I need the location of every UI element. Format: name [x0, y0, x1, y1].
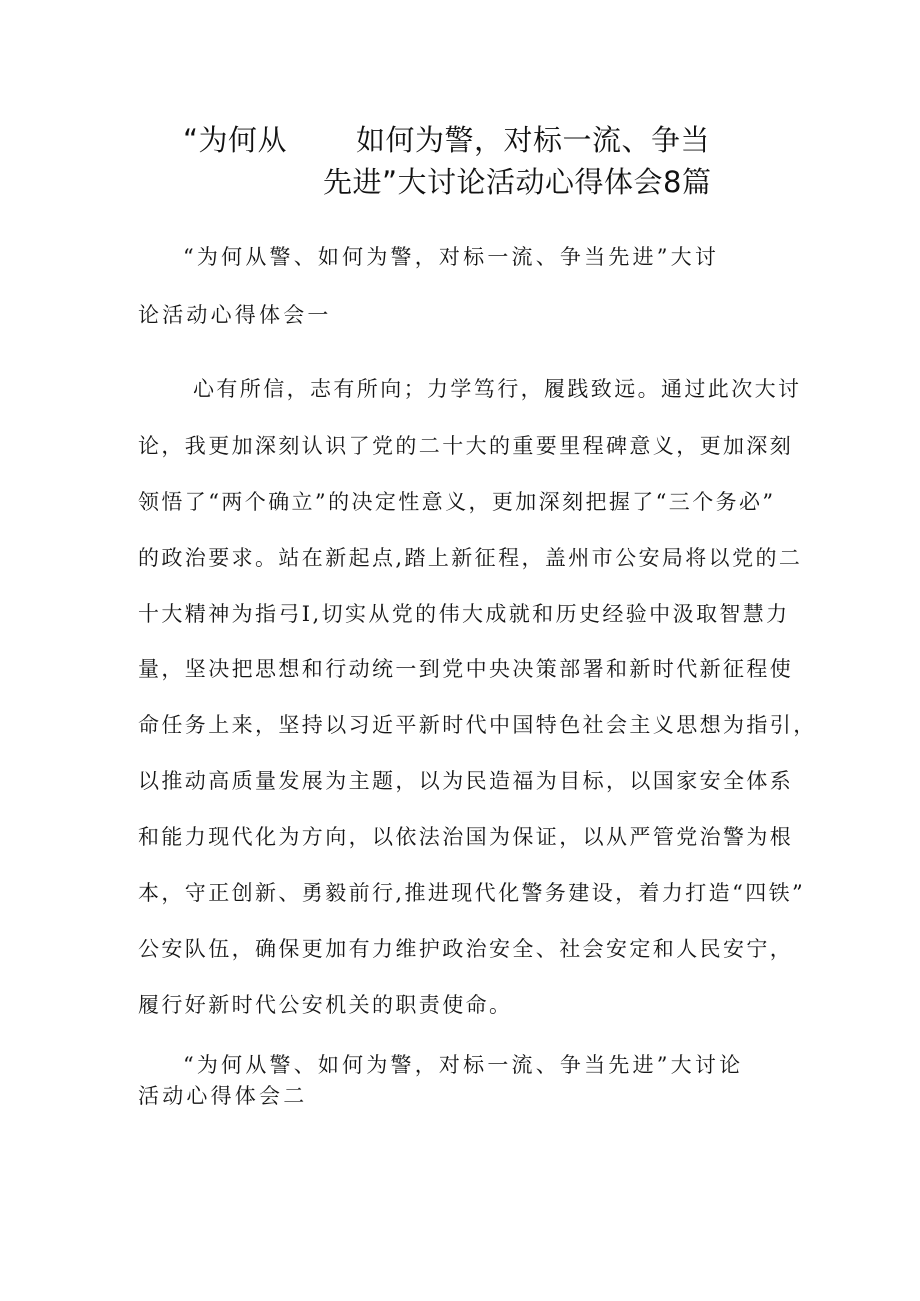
section-1-paragraph-line-12: 履行好新时代公安机关的职责使命。: [138, 993, 513, 1017]
section-1-paragraph-line-6: 量，坚决把思想和行动统一到党中央决策部署和新时代新征程使: [138, 657, 794, 681]
section-1-heading-line-2: 论活动心得体会一: [138, 303, 332, 327]
section-1-paragraph-line-2: 论，我更加深刻认识了党的二十大的重要里程碑意义，更加深刻: [138, 434, 794, 458]
section-2-heading-line-2: 活动心得体会二: [138, 1084, 308, 1108]
document-title-line-1-part-1: “为何从: [183, 123, 288, 157]
section-1-paragraph-line-8: 以推动高质量发展为主题，以为民造福为目标，以国家安全体系: [138, 769, 794, 793]
section-1-paragraph-line-1: 心有所信，志有所向；力学笃行，履践致远。通过此次大讨: [193, 377, 802, 401]
section-2-heading-line-1: “为何从警、如何为警，对标一流、争当先进”大讨论: [183, 1053, 744, 1077]
section-1-paragraph-line-3: 领悟了“两个确立”的决定性意义，更加深刻把握了“三个务必”: [138, 490, 776, 514]
section-1-paragraph-line-10: 本，守正创新、勇毅前行,推进现代化警务建设，着力打造“四铁”: [138, 881, 806, 905]
document-title-line-2: 先进”大讨论活动心得体会8篇: [323, 165, 712, 199]
section-1-paragraph-line-4: 的政治要求。站在新起点,踏上新征程，盖州市公安局将以党的二: [138, 546, 803, 570]
section-1-paragraph-line-5: 十大精神为指弓I,切实从党的伟大成就和历史经验中汲取智慧力: [138, 602, 790, 626]
section-1-heading-line-1: “为何从警、如何为警，对标一流、争当先进”大讨: [183, 245, 720, 269]
section-1-paragraph-line-9: 和能力现代化为方向，以依法治国为保证，以从严管党治警为根: [138, 825, 794, 849]
section-1-paragraph-line-11: 公安队伍，确保更加有力维护政治安全、社会安定和人民安宁，: [138, 937, 794, 961]
section-1-paragraph-line-7: 命任务上来，坚持以习近平新时代中国特色社会主义思想为指引，: [138, 713, 817, 737]
document-title-line-1-part-2: 如何为警，对标一流、争当: [356, 123, 711, 157]
